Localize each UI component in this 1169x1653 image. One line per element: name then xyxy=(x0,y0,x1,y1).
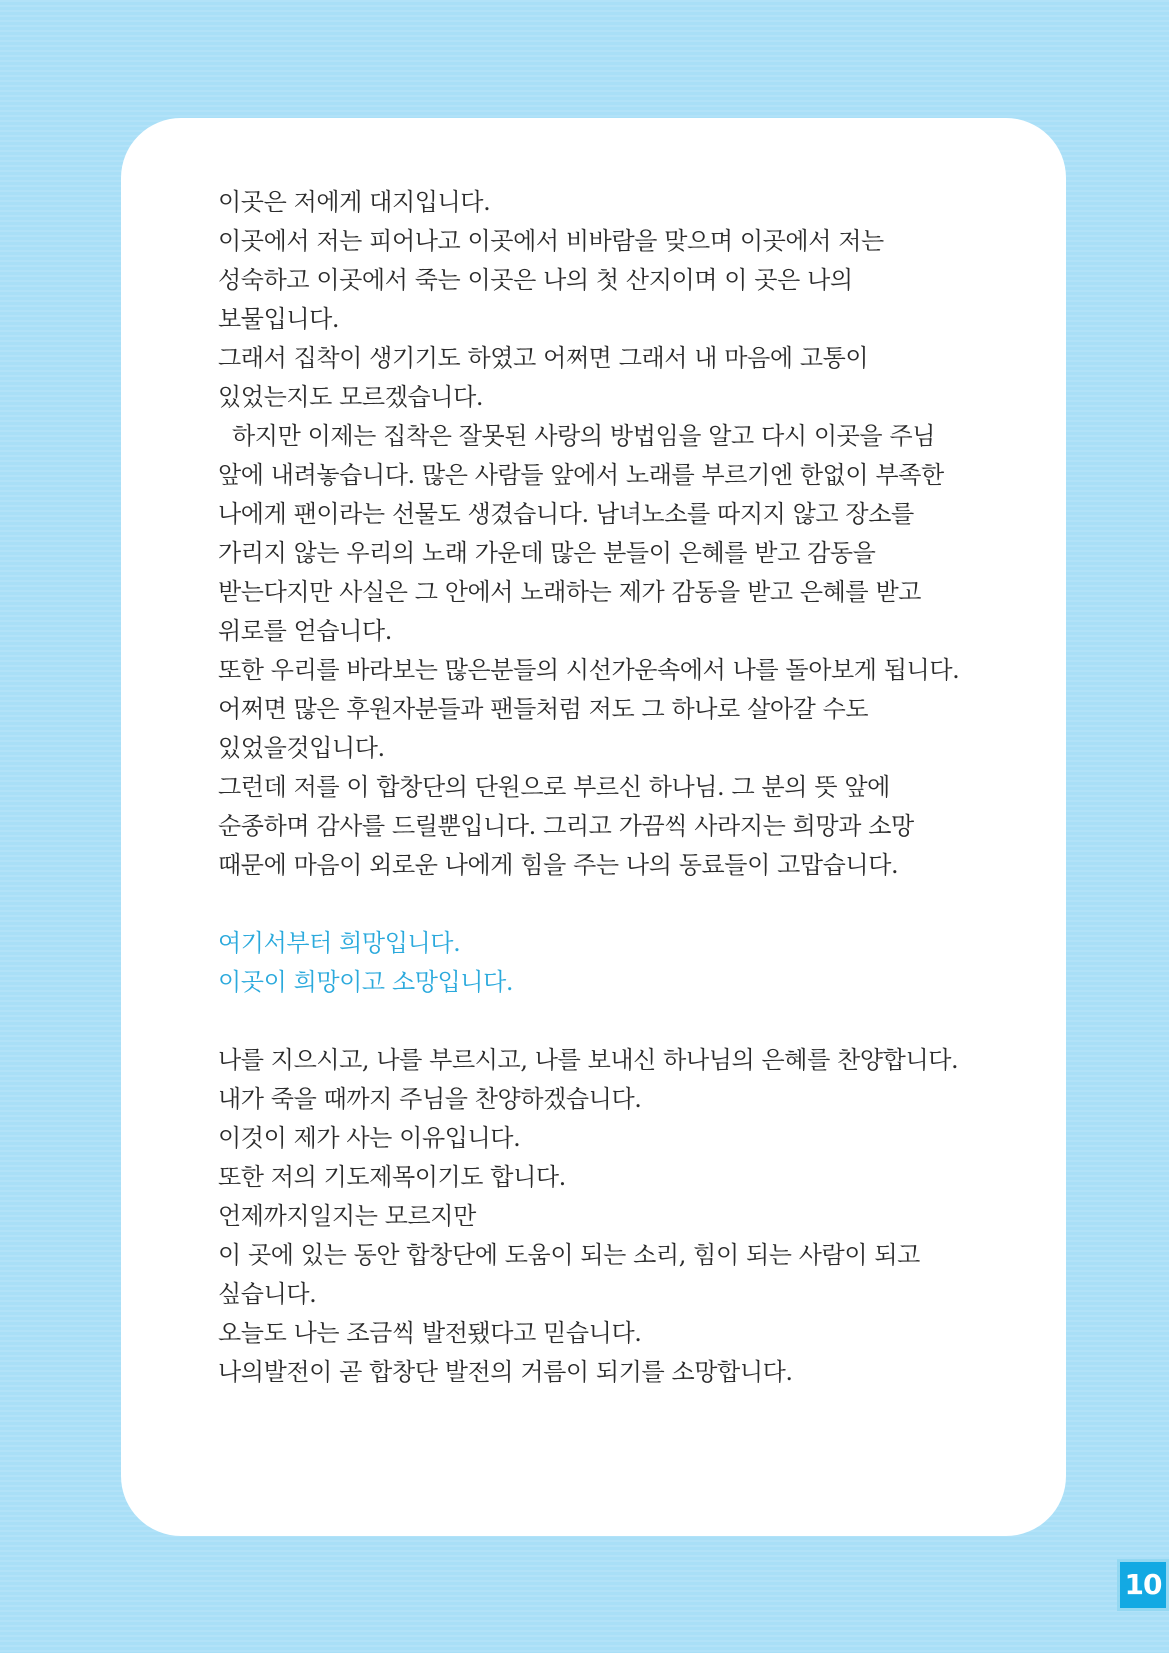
paragraph: 오늘도 나는 조금씩 발전됐다고 믿습니다. xyxy=(218,1319,642,1347)
paragraph: 이것이 제가 사는 이유입니다. xyxy=(218,1124,521,1152)
paragraph: 하지만 이제는 집착은 잘못된 사랑의 방법임을 알고 다시 이곳을 주님 앞에 내려놓습니다. 많은 사람들 앞에서 노래를 부르기엔 한없이 부족한 나에게 팬이라는 선물도 생겼습니다. 남녀노소를 따지지 않고 장소를 가리지 않는 우리의 노래 가운데 많은 분들이 은혜를 받고 감동을 받는다지만 사실은 그 안에서 노래하는 제가 감동을 받고 은혜를 받고 위로를 얻습니다. xyxy=(218,422,944,645)
page-number-badge xyxy=(1117,1559,1169,1611)
page-number: 10 xyxy=(1124,1568,1162,1601)
highlight-line: 이곳이 희망이고 소망입니다. xyxy=(218,968,514,996)
paragraph: 이 곳에 있는 동안 합창단에 도움이 되는 소리, 힘이 되는 사람이 되고 싶습니다. xyxy=(218,1241,920,1308)
paragraph: 언제까지일지는 모르지만 xyxy=(218,1202,476,1230)
paragraph: 나의발전이 곧 합창단 발전의 거름이 되기를 소망합니다. xyxy=(218,1358,793,1386)
paragraph: 또한 우리를 바라보는 많은분들의 시선가운속에서 나를 돌아보게 됩니다. xyxy=(218,656,960,684)
spacer xyxy=(218,1002,963,1041)
paragraph: 어쩌면 많은 후원자분들과 팬들처럼 저도 그 하나로 살아갈 수도 있었을것입니다. xyxy=(218,695,869,762)
document-body xyxy=(218,183,963,1392)
paragraph: 그래서 집착이 생기기도 하였고 어쩌면 그래서 내 마음에 고통이 있었는지도 모르겠습니다. xyxy=(218,344,869,411)
paragraph: 또한 저의 기도제목이기도 합니다. xyxy=(218,1163,566,1191)
highlight-line: 여기서부터 희망입니다. xyxy=(218,929,461,957)
paragraph: 나를 지으시고, 나를 부르시고, 나를 보내신 하나님의 은혜를 찬양합니다. xyxy=(218,1046,959,1074)
paragraph: 그런데 저를 이 합창단의 단원으로 부르신 하나님. 그 분의 뜻 앞에 순종하며 감사를 드릴뿐입니다. 그리고 가끔씩 사라지는 희망과 소망 때문에 마음이 외로운 나에게 힘을 주는 나의 동료들이 고맙습니다. xyxy=(218,773,914,879)
paragraph: 내가 죽을 때까지 주님을 찬양하겠습니다. xyxy=(218,1085,642,1113)
paragraph: 이곳은 저에게 대지입니다. xyxy=(218,188,491,216)
paragraph: 이곳에서 저는 피어나고 이곳에서 비바람을 맞으며 이곳에서 저는 성숙하고 이곳에서 죽는 이곳은 나의 첫 산지이며 이 곳은 나의 보물입니다. xyxy=(218,227,884,333)
spacer xyxy=(218,885,963,924)
